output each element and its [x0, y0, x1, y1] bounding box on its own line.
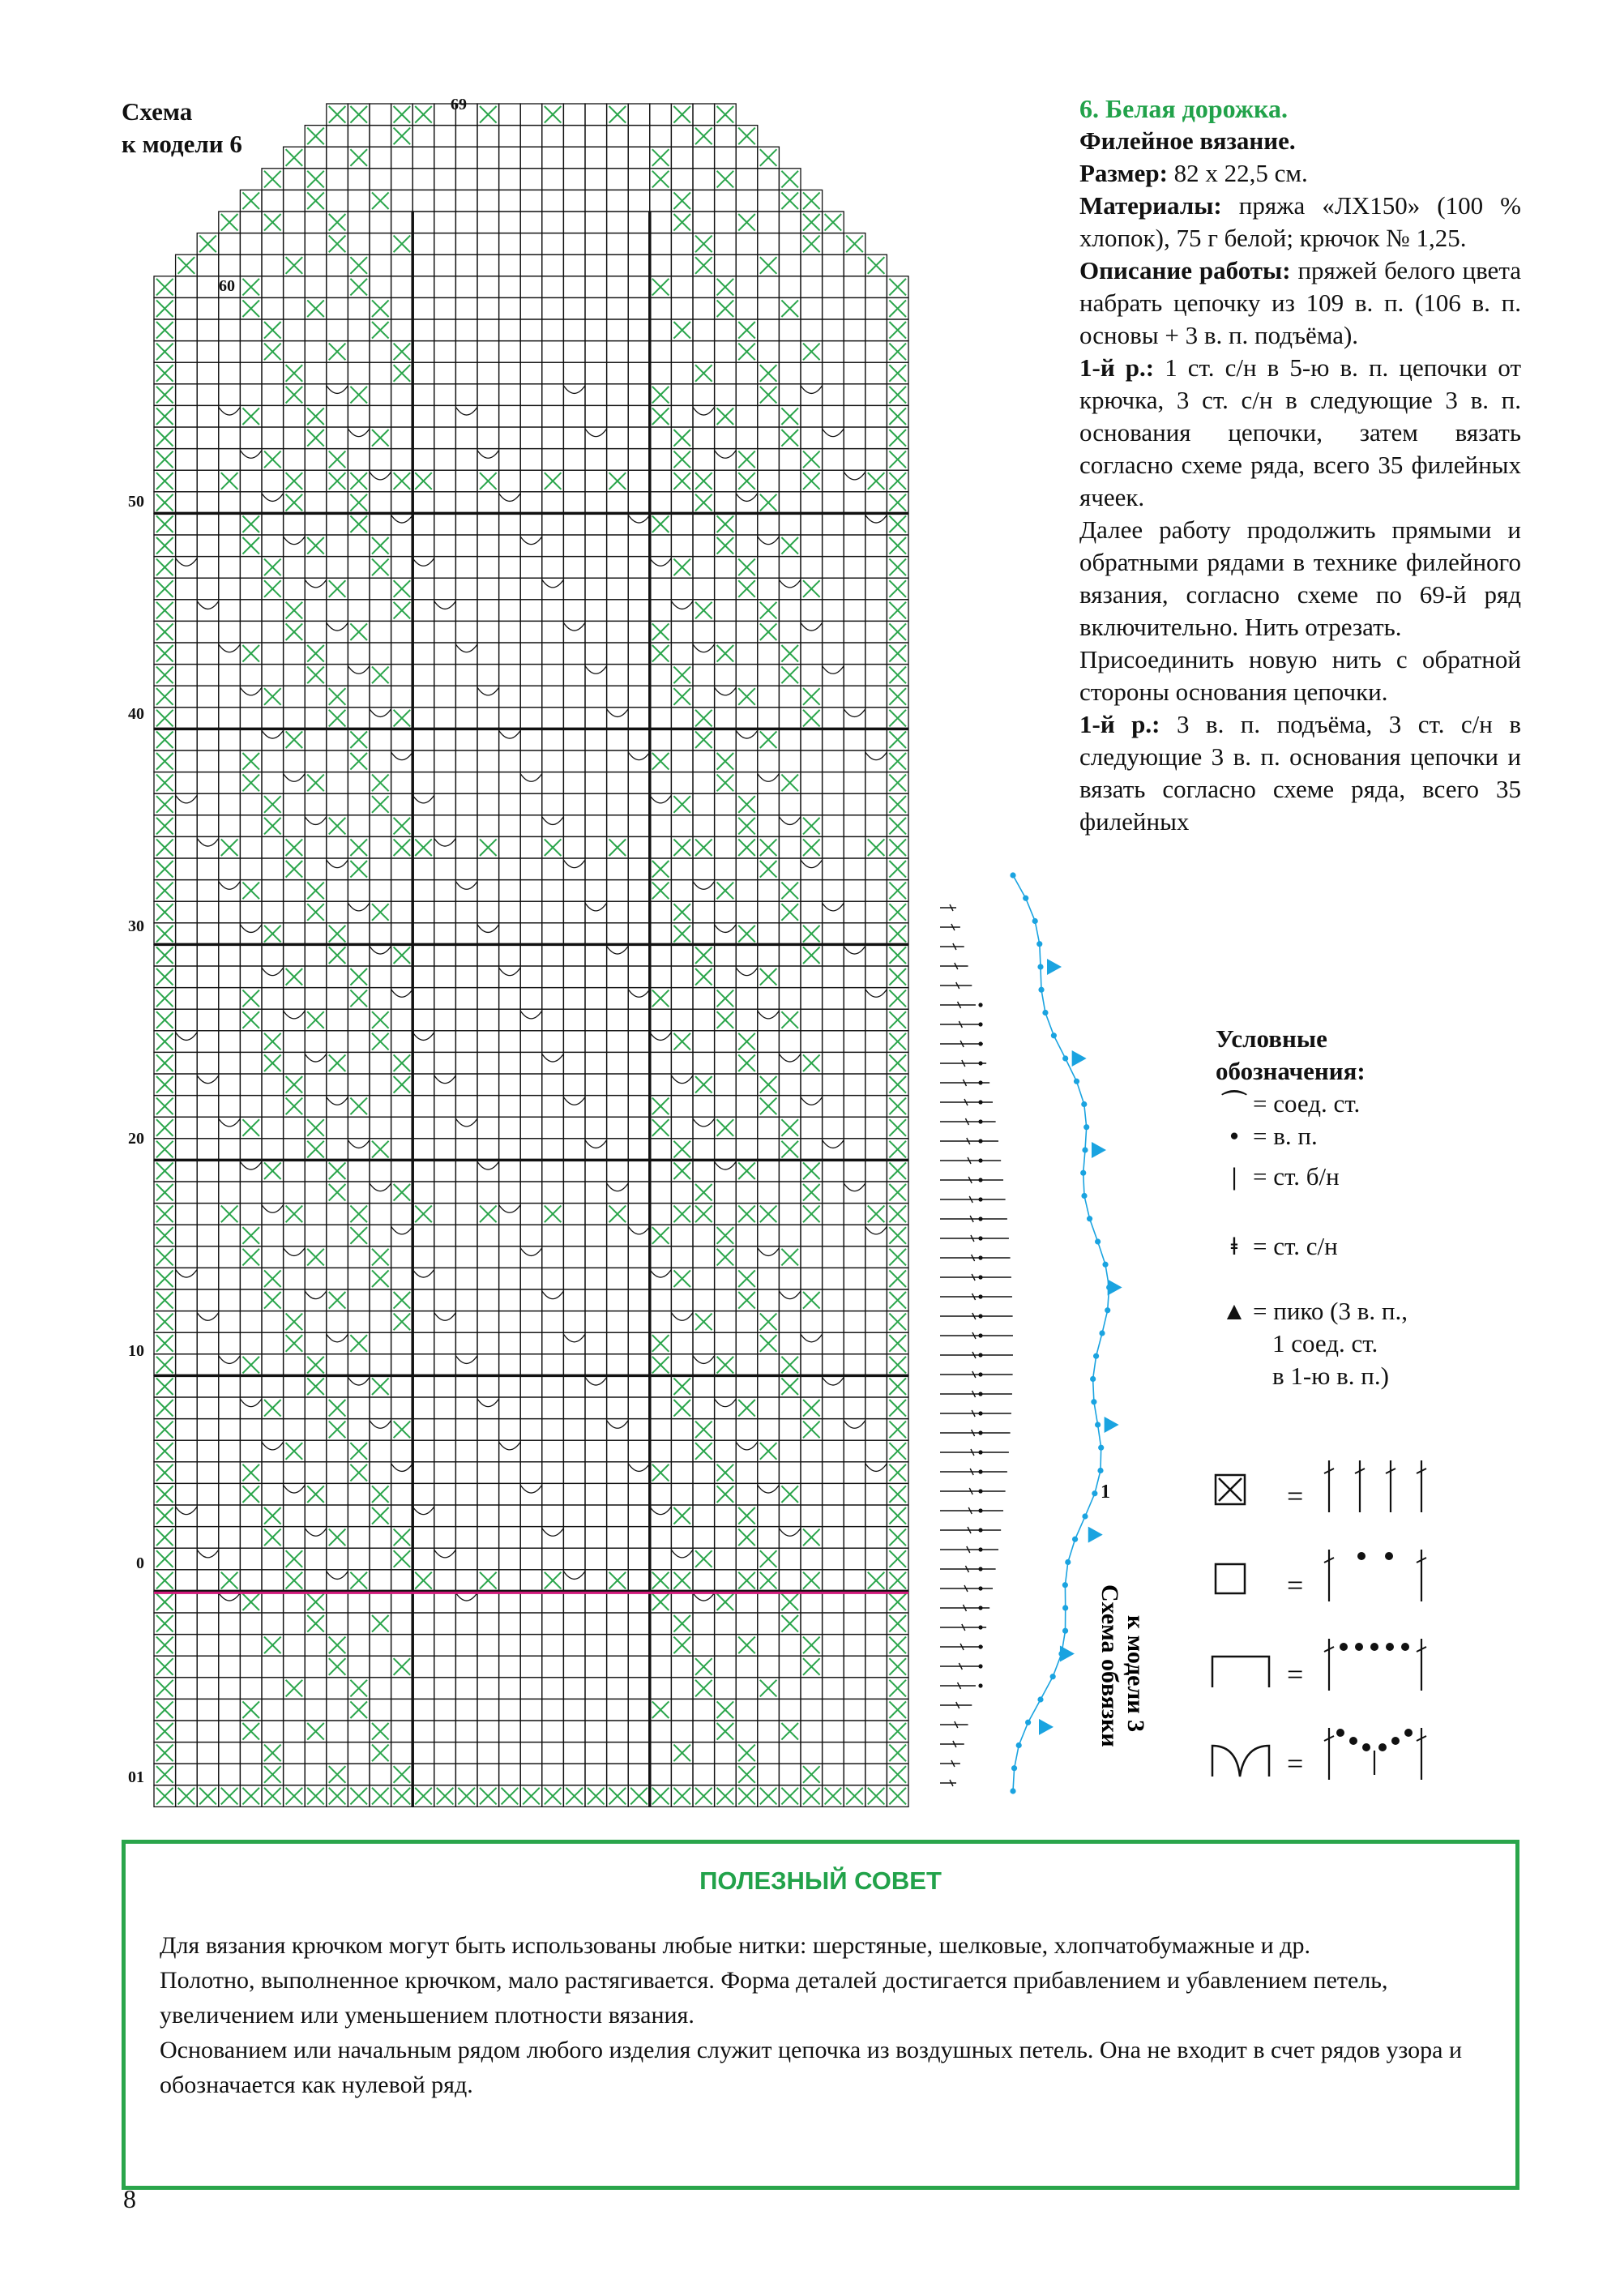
- svg-text:=: =: [1287, 1480, 1304, 1512]
- filet-grid: [154, 104, 908, 1806]
- picot-line2: 1 соед. ст.: [1272, 1329, 1378, 1358]
- picot-icon: [1072, 1050, 1087, 1067]
- edging-caption: [1078, 1584, 1149, 1811]
- row1-label: 1-й р.:: [1079, 353, 1155, 382]
- picot-icon: [1039, 1719, 1054, 1735]
- legend-item: [1216, 1295, 1556, 1328]
- svg-text:=: =: [1287, 1658, 1304, 1691]
- picot-icon: [1060, 1646, 1075, 1662]
- row1-value: 1 ст. с/н в 5-ю в. п. цепочки от крючка, 3 ст. с/н в следующие 3 в. п. основания цепочки, затем вязать согласно схеме ряда, всего 35 филейных ячеек.: [1079, 353, 1521, 511]
- cell-legend-row: [1212, 1639, 1426, 1691]
- picot-icon: [1088, 1527, 1103, 1543]
- continue-paragraph: Далее работу продолжить прямыми и обратными рядами в технике филейного вязания, согласно схеме по 69-й ряд включительно. Нить отрезать.: [1079, 515, 1521, 641]
- picot-icon: [1092, 1142, 1106, 1158]
- legend-item: [1216, 1230, 1556, 1263]
- row-label-50: 50: [128, 493, 144, 511]
- chart-title-line1: Схема: [122, 97, 193, 126]
- edging-row-marker: 1: [1101, 1481, 1110, 1503]
- description-label: Описание работы:: [1079, 256, 1291, 284]
- single-crochet-icon: |: [1231, 1162, 1237, 1191]
- row-label-0: 0: [136, 1554, 144, 1572]
- chain-dot-icon: •: [1229, 1122, 1239, 1150]
- picot-icon: ▲: [1221, 1297, 1247, 1325]
- legend-heading-2: обозначения:: [1216, 1057, 1366, 1085]
- filet-chart: [113, 96, 924, 1798]
- slip-stitch-icon: ⌒: [1221, 1089, 1247, 1118]
- row-label-01: 01: [128, 1768, 144, 1786]
- tip-body: [160, 1928, 1493, 2102]
- legend-item: [1216, 1120, 1556, 1152]
- double-crochet-icon: ǂ: [1230, 1232, 1238, 1260]
- legend-item-text: = в. п.: [1253, 1122, 1318, 1150]
- tip-title: ПОЛЕЗНЫЙ СОВЕТ: [699, 1866, 942, 1895]
- cell-legend-row: [1216, 1460, 1426, 1512]
- legend-item: [1216, 1088, 1556, 1120]
- edging-caption-line1: Схема обвязки: [1096, 1584, 1123, 1747]
- row1b-label: 1-й р.:: [1079, 710, 1160, 738]
- row-label-60: 60: [219, 277, 235, 295]
- tip-box: [122, 1840, 1519, 2190]
- size-value: 82 х 22,5 см.: [1167, 159, 1308, 187]
- cell-legend-row: [1216, 1550, 1426, 1601]
- article: [1079, 92, 1521, 838]
- materials-paragraph: [1079, 190, 1521, 254]
- legend: [1216, 1023, 1556, 1392]
- tip-paragraph-3: Основанием или начальным рядом любого изделия служит цепочка из воздушных петель. Она не входит в счет рядов узора и обозначается как нулевой ряд.: [160, 2037, 1463, 2098]
- size-paragraph: [1079, 157, 1521, 190]
- legend-item-text: = соед. ст.: [1253, 1089, 1361, 1118]
- picot-line3: в 1-ю в. п.): [1272, 1362, 1389, 1390]
- size-label: Размер:: [1079, 159, 1168, 187]
- picot-icon: [1108, 1280, 1122, 1296]
- row1b-value: 3 в. п. подъёма, 3 ст. с/н в следующие 3 в. п. основания цепочки и вязать согласно схеме ряда, всего 35 филейных: [1079, 710, 1522, 836]
- cell-legend: [1207, 1443, 1483, 1799]
- legend-item-text: = ст. б/н: [1253, 1162, 1340, 1191]
- svg-text:=: =: [1287, 1569, 1304, 1601]
- article-title: 6. Белая дорожка.: [1079, 94, 1288, 123]
- row-label-10: 10: [128, 1342, 144, 1360]
- materials-value: пряжа «ЛХ150» (100 % хлопок), 75 г белой; крючок № 1,25.: [1079, 191, 1521, 252]
- tip-paragraph-1: Для вязания крючком могут быть использованы любые нитки: шерстяные, шелковые, хлопчатобумажные и др.: [160, 1932, 1310, 1959]
- page-number: 8: [123, 2184, 136, 2213]
- legend-heading-1: Условные: [1216, 1024, 1327, 1053]
- legend-item-text: = ст. с/н: [1253, 1232, 1338, 1260]
- description-value: пряжей белого цвета набрать цепочку из 109 в. п. (106 в. п. основы + 3 в. п. подъёма).: [1079, 256, 1521, 349]
- legend-item-text: = пико (3 в. п.,: [1253, 1297, 1408, 1325]
- picot-icon: [1105, 1417, 1119, 1433]
- edging-caption-line2: к модели 3: [1122, 1615, 1149, 1733]
- tip-paragraph-2: Полотно, выполненное крючком, мало растягивается. Форма деталей достигается прибавлением и убавлением петель, увеличением или уменьшением плотности вязания.: [160, 1967, 1388, 2029]
- attach-paragraph: Присоединить новую нить с обратной стороны основания цепочки.: [1079, 645, 1521, 706]
- legend-item: [1216, 1161, 1556, 1193]
- row1-paragraph: [1079, 352, 1521, 514]
- row-label-30: 30: [128, 917, 144, 935]
- cell-legend-row: [1212, 1728, 1426, 1780]
- row-label-20: 20: [128, 1130, 144, 1148]
- materials-label: Материалы:: [1079, 191, 1222, 220]
- row-label-69: 69: [451, 96, 467, 113]
- article-subtitle: Филейное вязание.: [1079, 126, 1296, 155]
- picot-icon: [1047, 959, 1062, 975]
- svg-text:=: =: [1287, 1747, 1304, 1780]
- description-paragraph: [1079, 254, 1521, 352]
- chart-title-line2: к модели 6: [122, 130, 242, 158]
- row1b-paragraph: [1079, 708, 1521, 838]
- row-label-40: 40: [128, 705, 144, 723]
